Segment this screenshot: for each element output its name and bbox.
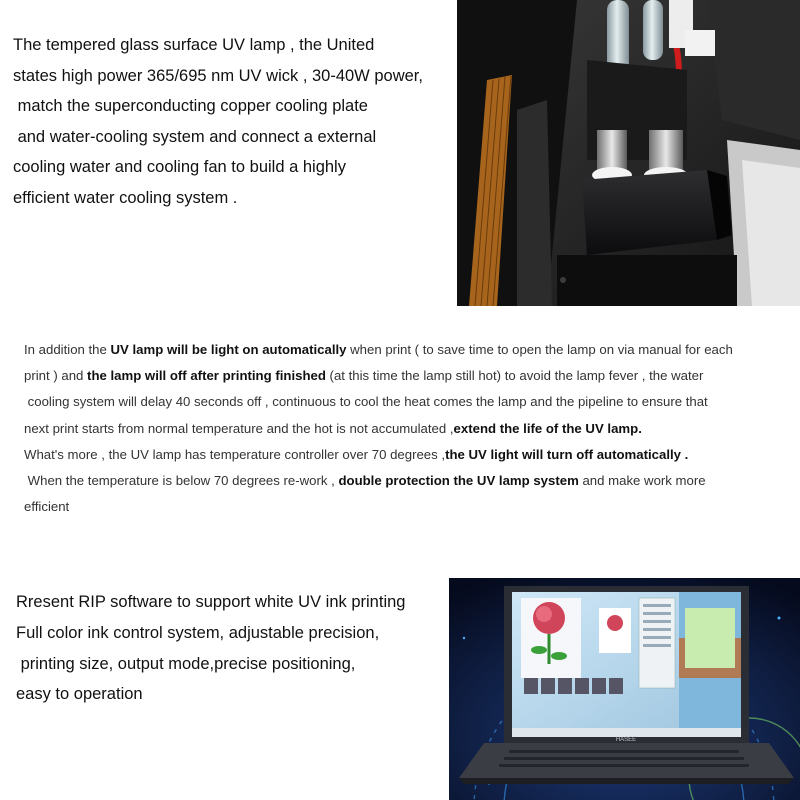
text-line: efficient water cooling system . xyxy=(13,188,238,207)
text-line xyxy=(24,363,800,389)
text-line: The tempered glass surface UV lamp , the United xyxy=(13,36,375,54)
text-line: efficient xyxy=(24,499,70,515)
bold-run: double protection the UV lamp system xyxy=(338,473,579,489)
bold-run: the lamp will off after printing finished xyxy=(87,368,326,384)
text-run: What's more , the UV lamp has temperature controller over 70 degrees , xyxy=(24,446,446,462)
automatic-control-description xyxy=(24,337,800,520)
text-line: match the superconducting copper cooling plate xyxy=(13,97,368,116)
text-line: cooling water and cooling fan to build a highly xyxy=(13,158,346,177)
text-run: (at this time the lamp still hot) to avoid the lamp fever , the water xyxy=(325,368,704,384)
text-run: In addition the xyxy=(24,342,111,357)
text-line: and water-cooling system and connect a external xyxy=(13,127,377,146)
text-run: when print ( to save time to open the lamp on via manual for each xyxy=(346,342,733,357)
text-line xyxy=(24,442,800,468)
text-line xyxy=(24,416,800,442)
text-run: and make work more xyxy=(578,473,706,489)
uv-lamp-photo xyxy=(457,0,800,306)
rip-software-laptop-photo xyxy=(449,578,800,800)
bold-run: extend the life of the UV lamp. xyxy=(453,420,642,436)
text-line: Full color ink control system, adjustable precision, xyxy=(16,623,380,642)
rip-software-description xyxy=(16,587,446,710)
bold-run: the UV light will turn off automatically . xyxy=(445,446,689,462)
laptop-illustration xyxy=(449,578,800,800)
text-line: printing size, output mode,precise positioning, xyxy=(16,654,356,673)
text-run: next print starts from normal temperature and the hot is not accumulated , xyxy=(24,420,454,436)
text-line xyxy=(24,468,800,494)
text-run: print ) and xyxy=(24,368,88,384)
laptop-brand-label: HASEE xyxy=(615,737,637,743)
bold-run: UV lamp will be light on automatically xyxy=(110,342,347,357)
uv-lamp-illustration xyxy=(457,0,800,306)
uv-lamp-description xyxy=(13,30,458,214)
text-line: states high power 365/695 nm UV wick , 30-40W power, xyxy=(13,66,423,85)
text-line: easy to operation xyxy=(16,685,143,704)
text-line xyxy=(24,337,800,363)
text-line: Rresent RIP software to support white UV ink printing xyxy=(16,593,406,611)
text-run: When the temperature is below 70 degrees re-work , xyxy=(24,473,339,489)
text-line: cooling system will delay 40 seconds off , continuous to cool the heat comes the lamp and the pipeline to ensure that xyxy=(24,394,708,410)
